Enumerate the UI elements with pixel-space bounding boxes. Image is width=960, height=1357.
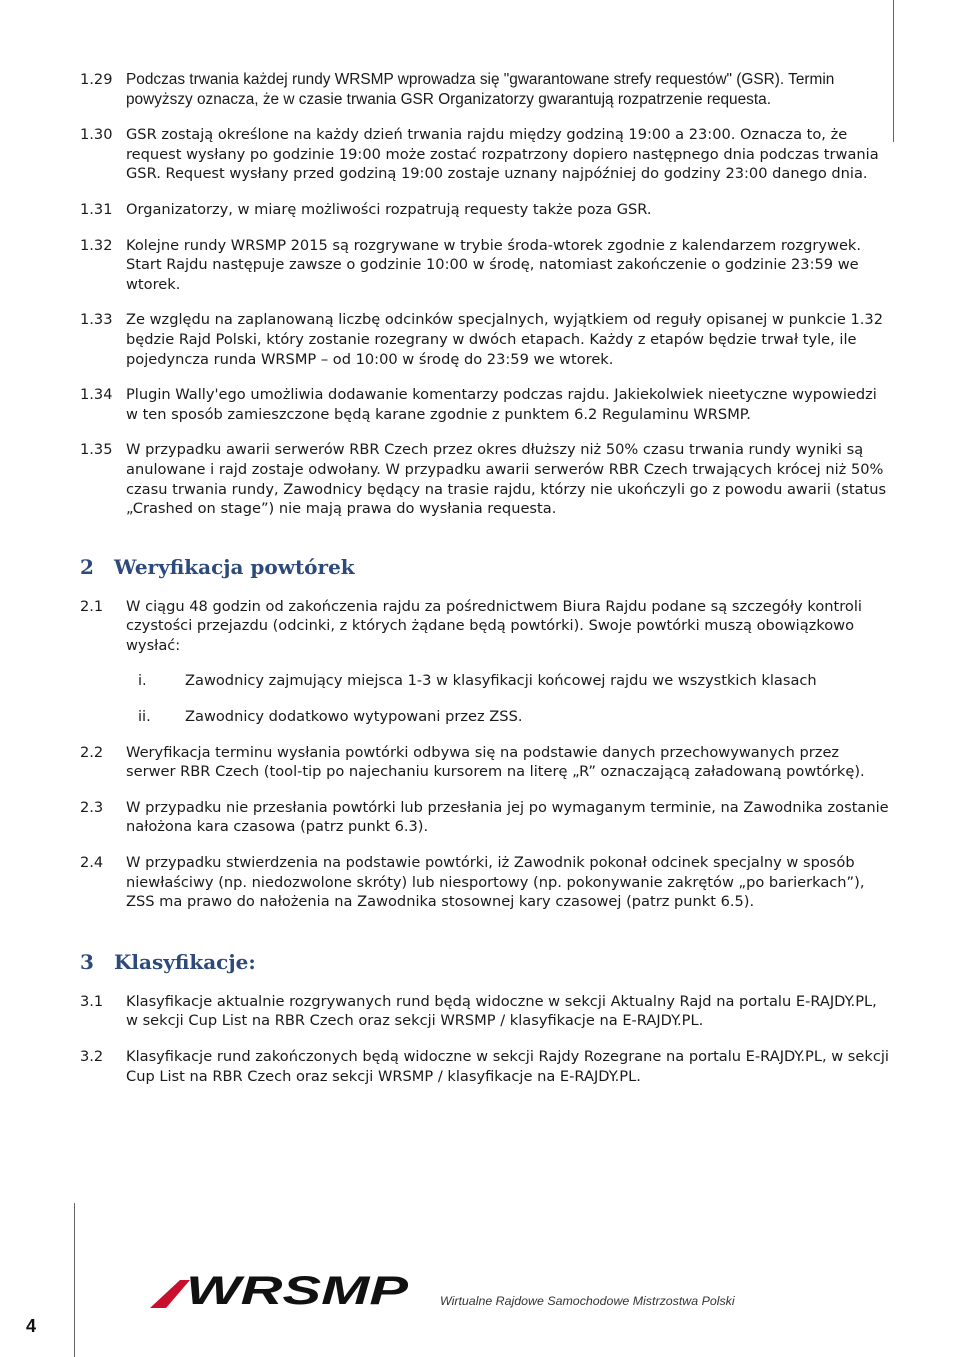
rule-text: Organizatorzy, w miarę możliwości rozpatrują requesty także poza GSR. xyxy=(126,200,652,218)
sub-item-i xyxy=(138,671,892,691)
rule-item-1-30 xyxy=(80,125,892,184)
margin-rule-top xyxy=(893,0,894,142)
rule-text: W przypadku awarii serwerów RBR Czech przez okres dłuższy niż 50% czasu trwania rundy wyniki są anulowane i rajd zostaje odwołany. W przypadku awarii serwerów RBR Czech trwających krócej niż 50% czasu trwania rundy, Zawodnicy będący na trasie rajdu, którzy nie ukończyli go z powodu awarii (status „Crashed on stage”) nie mają prawa do wysłania requesta. xyxy=(126,441,887,518)
sub-item-text: Zawodnicy zajmujący miejsca 1-3 w klasyfikacji końcowej rajdu we wszystkich klasach xyxy=(185,672,817,690)
section-title: Klasyfikacje: xyxy=(114,949,256,974)
rule-item-2-1 xyxy=(80,597,892,656)
rule-number: 1.32 xyxy=(80,236,113,254)
sub-item-ii xyxy=(138,707,892,727)
wrsmp-logo xyxy=(150,1270,412,1310)
rule-number: 1.34 xyxy=(80,386,113,404)
rule-text: Ze względu na zaplanowaną liczbę odcinków specjalnych, wyjątkiem od reguły opisanej w punkcie 1.32 będzie Rajd Polski, który zostanie rozegrany w dwóch etapach. Każdy z etapów będzie trwał tyle, ile pojedyncza runda WRSMP – od 10:00 w środę do 23:59 we wtorek. xyxy=(126,311,883,368)
rule-text: Kolejne rundy WRSMP 2015 są rozgrywane w trybie środa-wtorek zgodnie z kalendarzem rozgrywek. Start Rajdu następuje zawsze o godzinie 10:00 w środę, natomiast zakończenie o godzinie 23:59 we wtorek. xyxy=(126,236,862,293)
rule-number: 1.30 xyxy=(80,126,113,144)
rule-item-3-2 xyxy=(80,1047,892,1086)
section-heading-3 xyxy=(80,950,892,974)
rule-text: W ciągu 48 godzin od zakończenia rajdu za pośrednictwem Biura Rajdu podane są szczegóły kontroli czystości przejazdu (odcinki, z których żądane będą powtórki). Swoje powtórki muszą obowiązkowo wysłać: xyxy=(126,597,862,654)
rule-text: Plugin Wally'ego umożliwia dodawanie komentarzy podczas rajdu. Jakiekolwiek nieetyczne wypowiedzi w ten sposób zamieszczone będą karane zgodnie z punktem 6.2 Regulaminu WRSMP. xyxy=(126,386,877,423)
margin-rule-bottom xyxy=(74,1203,75,1357)
rule-text: W przypadku nie przesłania powtórki lub przesłania jej po wymaganym terminie, na Zawodnika zostanie nałożona kara czasowa (patrz punkt 6.3). xyxy=(126,798,889,836)
rule-item-1-32 xyxy=(80,236,892,295)
rule-item-1-34 xyxy=(80,385,892,424)
rule-number: 2.1 xyxy=(80,597,104,615)
rule-text: W przypadku stwierdzenia na podstawie powtórki, iż Zawodnik pokonał odcinek specjalny w sposób niewłaściwy (np. niedozwolone skróty) lub niesportowy (np. pokonywanie zakrętów „po barierkach”), ZSS ma prawo do nałożenia na Zawodnika stosownej kary czasowej (patrz punkt 6.5). xyxy=(126,854,865,911)
section-number: 2 xyxy=(80,554,94,579)
rule-item-3-1 xyxy=(80,992,892,1031)
section-title: Weryfikacja powtórek xyxy=(114,554,355,579)
rule-text: Podczas trwania każdej rundy WRSMP wprowadza się "gwarantowane strefy requestów" (GSR). Termin powyższy oznacza, że w czasie trwania GSR Organizatorzy gwarantują rozpatrzenie requesta. xyxy=(126,71,835,108)
rule-number: 3.2 xyxy=(80,1048,104,1065)
rule-item-2-3 xyxy=(80,798,892,837)
rule-text: Klasyfikacje rund zakończonych będą widoczne w sekcji Rajdy Rozegrane na portalu E-RAJDY.PL, w sekcji Cup List na RBR Czech oraz sekcji WRSMP / klasyfikacje na E-RAJDY.PL. xyxy=(126,1048,889,1085)
logo-wordmark: WRSMP xyxy=(186,1270,409,1310)
rule-number: 2.4 xyxy=(80,854,104,872)
section-number: 3 xyxy=(80,949,94,974)
rule-item-2-2 xyxy=(80,743,892,782)
rule-item-1-33 xyxy=(80,310,892,369)
rule-number: 1.33 xyxy=(80,311,113,329)
rule-text: Klasyfikacje aktualnie rozgrywanych rund będą widoczne w sekcji Aktualny Rajd na portalu E-RAJDY.PL, w sekcji Cup List na RBR Czech oraz sekcji WRSMP / klasyfikacje na E-RAJDY.PL. xyxy=(126,992,877,1030)
rule-number: 1.29 xyxy=(80,71,113,88)
page-content xyxy=(80,70,892,1102)
rule-text: Weryfikacja terminu wysłania powtórki odbywa się na podstawie danych przechowywanych przez serwer RBR Czech (tool-tip po najechaniu kursorem na literę „R” oznaczającą załadowaną powtórkę). xyxy=(126,743,865,781)
page-number: 4 xyxy=(26,1316,37,1336)
rule-number: 1.35 xyxy=(80,441,113,459)
logo-swoosh xyxy=(150,1280,190,1308)
rule-number: 1.31 xyxy=(80,200,113,218)
rule-number: 3.1 xyxy=(80,992,104,1010)
rule-number: 2.3 xyxy=(80,798,104,816)
sub-item-number: ii. xyxy=(138,708,151,726)
rule-item-2-4 xyxy=(80,853,892,912)
sub-item-number: i. xyxy=(138,672,147,690)
footer-slogan: Wirtualne Rajdowe Samochodowe Mistrzostwa Polski xyxy=(440,1294,735,1308)
rule-text: GSR zostają określone na każdy dzień trwania rajdu między godziną 19:00 a 23:00. Oznacza to, że request wysłany po godzinie 19:00 może zostać rozpatrzony dopiero następnego dnia podczas trwania GSR. Request wysłany przed godziną 19:00 zostaje uznany najpóźniej do godziny 23:00 danego dnia. xyxy=(126,126,879,183)
rule-number: 2.2 xyxy=(80,743,104,761)
rule-item-1-31 xyxy=(80,200,892,220)
section-heading-2 xyxy=(80,555,892,579)
rule-item-1-29 xyxy=(80,70,892,109)
rule-item-1-35 xyxy=(80,440,892,518)
sub-item-text: Zawodnicy dodatkowo wytypowani przez ZSS. xyxy=(185,708,523,726)
